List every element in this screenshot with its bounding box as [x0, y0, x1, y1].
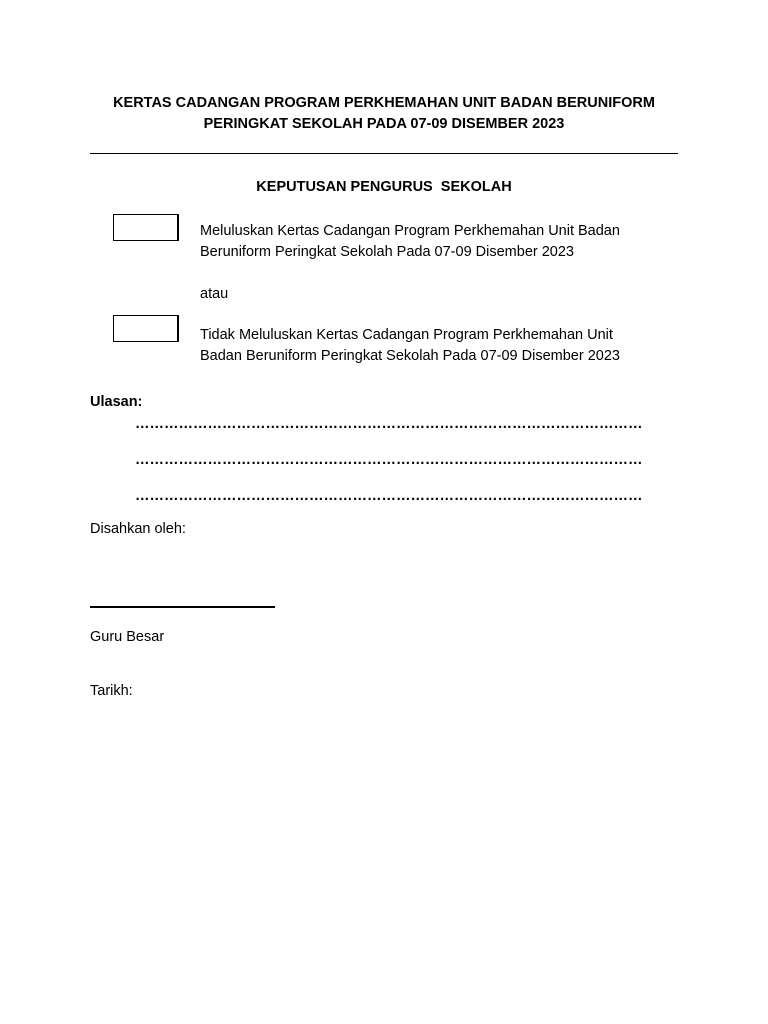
- document-title: [90, 93, 678, 135]
- reject-option-line-2: Badan Beruniform Peringkat Sekolah Pada 07-09 Disember 2023: [200, 348, 620, 364]
- signatory-title: Guru Besar: [90, 629, 165, 645]
- reject-option-text: [200, 325, 670, 367]
- approved-by-label: Disahkan oleh:: [90, 521, 186, 537]
- or-text: atau: [200, 286, 229, 302]
- comment-line-2[interactable]: ……………………………………………………………………………………………: [135, 452, 643, 468]
- signature-line: [90, 606, 275, 608]
- document-title-line-2: PERINGKAT SEKOLAH PADA 07-09 DISEMBER 2023: [203, 116, 565, 132]
- reject-checkbox[interactable]: [113, 315, 179, 342]
- approve-option-line-2: Beruniform Peringkat Sekolah Pada 07-09 Disember 2023: [200, 244, 574, 260]
- title-divider: [90, 153, 678, 154]
- comment-line-1[interactable]: ……………………………………………………………………………………………: [135, 416, 643, 432]
- section-title: KEPUTUSAN PENGURUS SEKOLAH: [256, 179, 512, 195]
- approve-option-line-1: Meluluskan Kertas Cadangan Program Perkhemahan Unit Badan: [200, 223, 620, 239]
- comment-line-3[interactable]: ……………………………………………………………………………………………: [135, 488, 643, 504]
- document-title-line-1: KERTAS CADANGAN PROGRAM PERKHEMAHAN UNIT BADAN BERUNIFORM: [113, 95, 655, 111]
- comments-label: Ulasan:: [90, 394, 143, 410]
- date-label: Tarikh:: [90, 683, 133, 699]
- approve-option-text: [200, 221, 670, 263]
- approve-checkbox[interactable]: [113, 214, 179, 241]
- reject-option-line-1: Tidak Meluluskan Kertas Cadangan Program Perkhemahan Unit: [200, 327, 613, 343]
